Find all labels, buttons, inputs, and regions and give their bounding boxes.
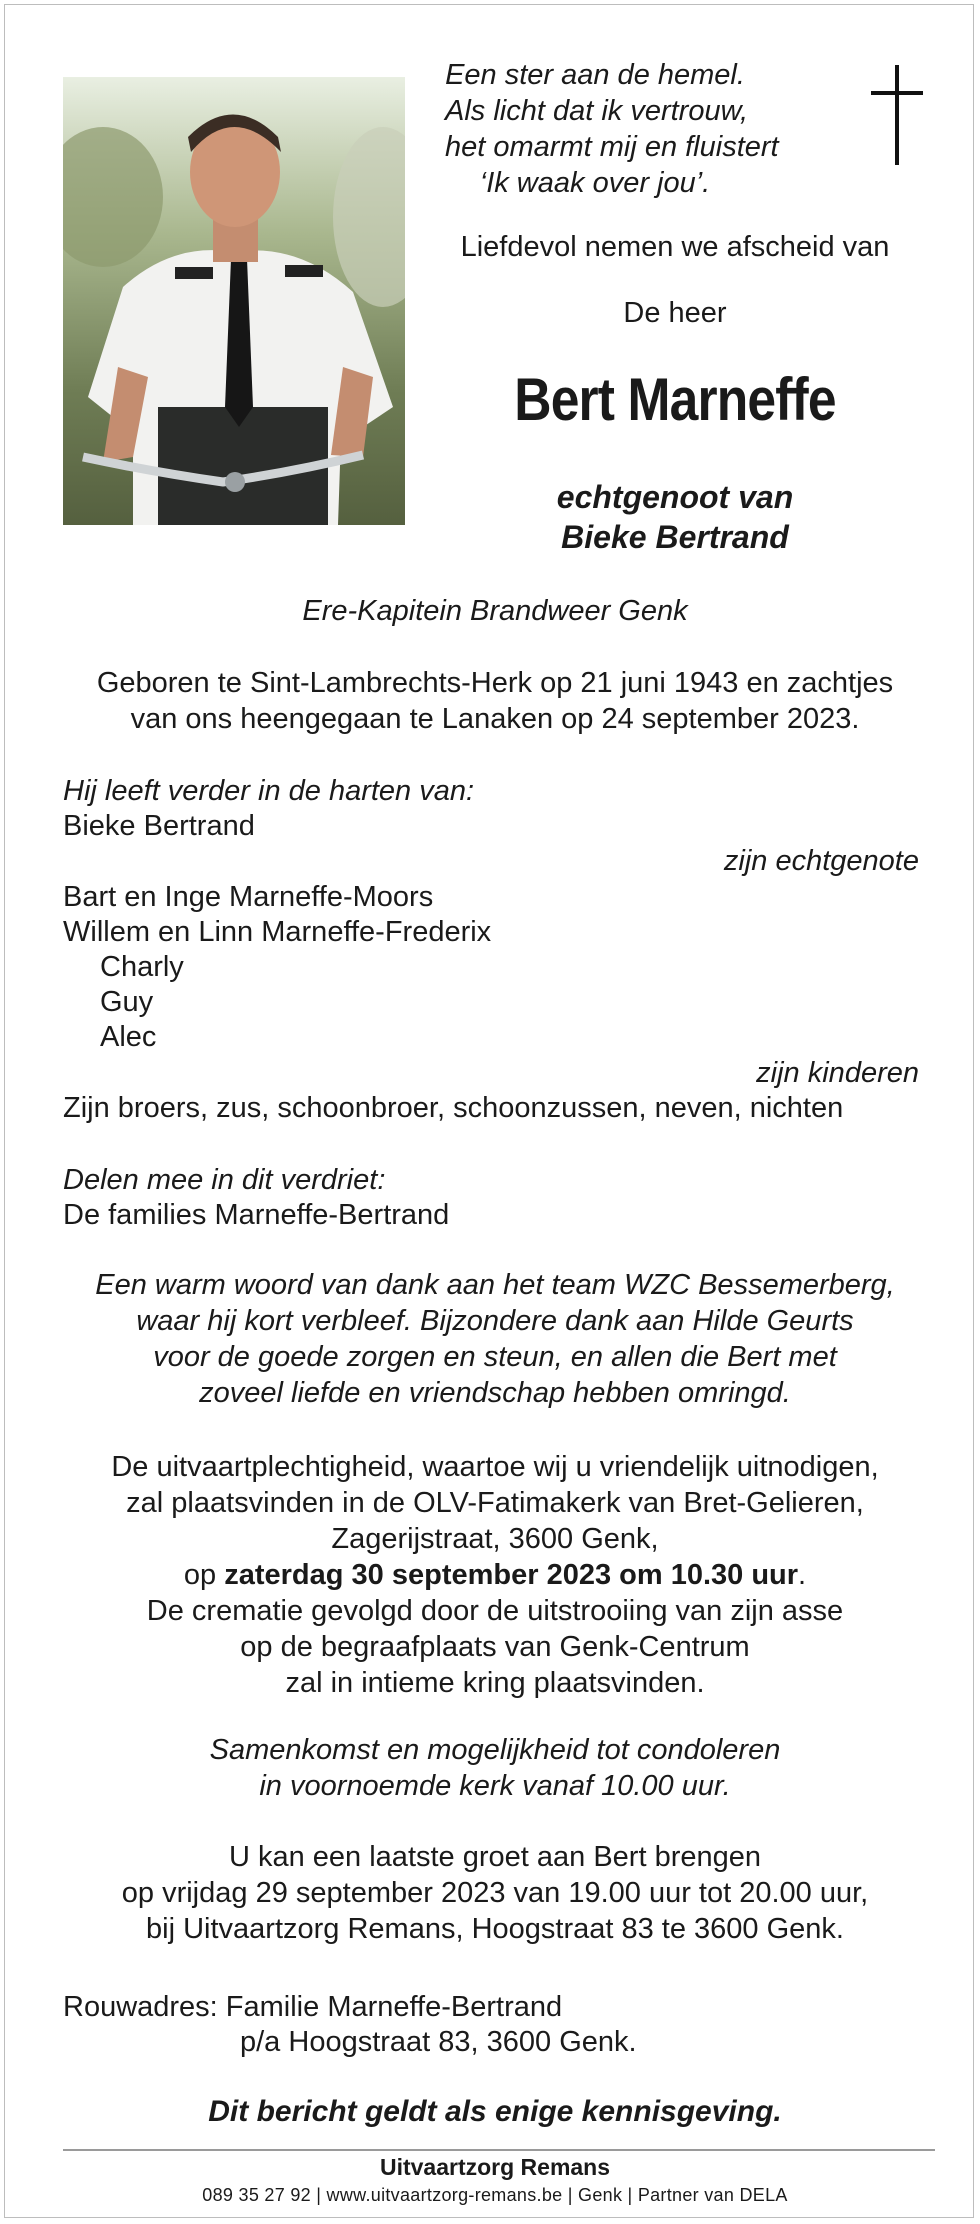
deceased-name: Bert Marneffe — [514, 366, 836, 433]
ceremony-date: zaterdag 30 september 2023 om 10.30 uur — [224, 1559, 799, 1591]
ceremony-line: De crematie gevolgd door de uitstrooiing van zijn asse — [146, 1595, 844, 1627]
notice: Dit bericht geldt als enige kennisgeving. — [208, 2095, 782, 2128]
family-grandchild: Charly — [100, 951, 184, 983]
family-heading: Hij leeft verder in de harten van: — [63, 775, 475, 807]
gathering-line: Samenkomst en mogelijkheid tot condoleren — [209, 1734, 781, 1766]
ceremony-line: zal in intieme kring plaatsvinden. — [285, 1667, 705, 1699]
greeting-line: op vrijdag 29 september 2023 van 19.00 uur tot 20.00 uur, — [121, 1877, 869, 1909]
share-families: De families Marneffe-Bertrand — [63, 1199, 450, 1231]
ceremony-date-suffix: . — [798, 1559, 807, 1591]
ceremony-info — [45, 1449, 945, 1701]
family-grandchild: Guy — [100, 986, 154, 1018]
mourning-address-line2: p/a Hoogstraat 83, 3600 Genk. — [240, 2026, 637, 2058]
footer-divider — [63, 2149, 935, 2151]
thanks-line: zoveel liefde en vriendschap hebben omringd. — [199, 1377, 791, 1409]
thanks-line: voor de goede zorgen en steun, en allen die Bert met — [153, 1341, 837, 1373]
poem — [445, 57, 779, 201]
spouse-line: echtgenoot van — [556, 479, 794, 515]
poem-line: Een ster aan de hemel. — [445, 59, 745, 91]
greeting-line: bij Uitvaartzorg Remans, Hoogstraat 83 te 3600 Genk. — [146, 1913, 844, 1945]
greeting-line: U kan een laatste groet aan Bert brengen — [228, 1841, 762, 1873]
birth-line: van ons heengegaan te Lanaken op 24 september 2023. — [130, 703, 860, 735]
family-grandchild: Alec — [100, 1021, 157, 1053]
intro-text: Liefdevol nemen we afscheid van — [460, 231, 890, 263]
portrait-photo — [63, 77, 405, 525]
thanks-line: Een warm woord van dank aan het team WZC Bessemerberg, — [95, 1269, 895, 1301]
family-child: Willem en Linn Marneffe-Frederix — [63, 916, 492, 948]
rank: Ere-Kapitein Brandweer Genk — [302, 595, 688, 627]
share-heading: Delen mee in dit verdriet: — [63, 1164, 386, 1196]
greeting-info — [45, 1839, 945, 1947]
thanks-text — [45, 1267, 945, 1411]
poem-line: Als licht dat ik vertrouw, — [445, 95, 748, 127]
gathering-line: in voornoemde kerk vanaf 10.00 uur. — [259, 1770, 731, 1802]
ceremony-date-prefix: op — [183, 1559, 225, 1591]
gathering-info — [45, 1732, 945, 1804]
funeral-home-contact: 089 35 27 92 | www.uitvaartzorg-remans.be | Genk | Partner van DELA — [202, 2185, 788, 2205]
ceremony-line: zal plaatsvinden in de OLV-Fatimakerk van Bret-Gelieren, — [126, 1487, 864, 1519]
family-children-role: zijn kinderen — [756, 1057, 919, 1089]
family-others: Zijn broers, zus, schoonbroer, schoonzussen, neven, nichten — [63, 1092, 844, 1124]
spouse-name: Bieke Bertrand — [561, 519, 789, 555]
family-child: Bart en Inge Marneffe-Moors — [63, 881, 434, 913]
funeral-home-name: Uitvaartzorg Remans — [379, 2154, 611, 2180]
poem-line: het omarmt mij en fluistert — [445, 131, 779, 163]
birth-death-info — [45, 665, 945, 737]
family-spouse-role: zijn echtgenote — [723, 845, 919, 877]
mourning-address: Rouwadres: Familie Marneffe-Bertrand — [63, 1991, 563, 2023]
spouse-of — [445, 477, 905, 557]
latin-cross-icon — [867, 65, 927, 165]
honorific: De heer — [623, 297, 727, 329]
ceremony-date-line — [45, 1557, 945, 1593]
thanks-line: waar hij kort verbleef. Bijzondere dank aan Hilde Geurts — [136, 1305, 854, 1337]
obituary-page — [4, 4, 974, 2218]
ceremony-line: De uitvaartplechtigheid, waartoe wij u vriendelijk uitnodigen, — [111, 1451, 879, 1483]
poem-line: ‘Ik waak over jou’. — [479, 167, 711, 199]
birth-line: Geboren te Sint-Lambrechts-Herk op 21 juni 1943 en zachtjes — [96, 667, 894, 699]
ceremony-line: Zagerijstraat, 3600 Genk, — [331, 1523, 659, 1555]
ceremony-line: op de begraafplaats van Genk-Centrum — [240, 1631, 750, 1663]
family-spouse-name: Bieke Bertrand — [63, 810, 255, 842]
